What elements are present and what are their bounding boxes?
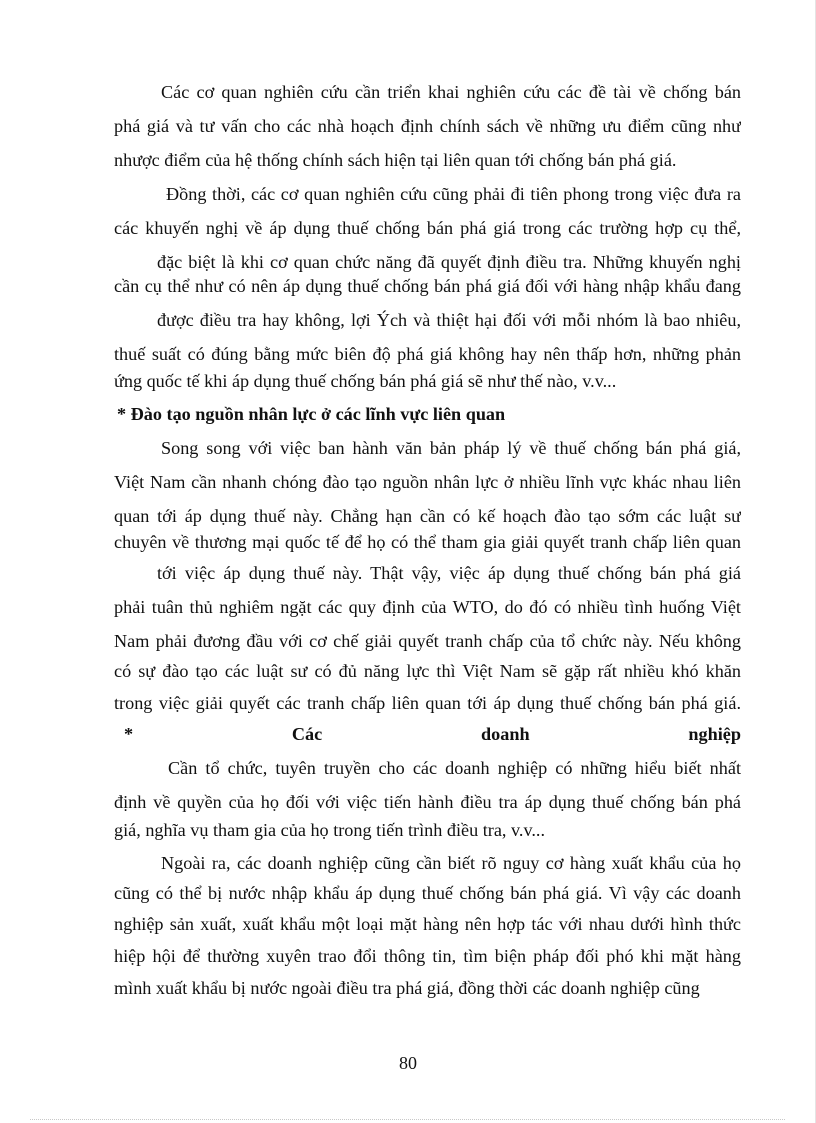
body-text-line: cần cụ thể như có nên áp dụng thuế chống bán phá giá đối với hàng nhập khẩu đang (114, 276, 741, 296)
body-text-line: thuế suất có đúng bằng mức biên độ phá giá không hay nên thấp hơn, những phản (114, 344, 741, 364)
body-text-line: cũng có thể bị nước nhập khẩu áp dụng thuế chống bán phá giá. Vì vậy các doanh (114, 883, 741, 903)
body-text-line: Đồng thời, các cơ quan nghiên cứu cũng phải đi tiên phong trong việc đưa ra (166, 184, 741, 204)
body-text-line: các khuyến nghị về áp dụng thuế chống bán phá giá trong các trường hợp cụ thể, (114, 218, 741, 238)
body-text-line: chuyên về thương mại quốc tế để họ có thể tham gia giải quyết tranh chấp liên quan (114, 532, 741, 552)
body-text-line: trong việc giải quyết các tranh chấp liên quan tới áp dụng thuế chống bán phá giá. (114, 693, 741, 713)
body-text-line: định về quyền của họ đối với việc tiến hành điều tra áp dụng thuế chống bán phá (114, 792, 741, 812)
section-heading: * Các doanh nghiệp (124, 724, 741, 744)
body-text-line: giá, nghĩa vụ tham gia của họ trong tiến trình điều tra, v.v... (114, 820, 546, 840)
body-text-line: phải tuân thủ nghiêm ngặt các quy định của WTO, do đó có nhiều tình huống Việt (114, 597, 741, 617)
body-text-line: mình xuất khẩu bị nước ngoài điều tra phá giá, đồng thời các doanh nghiệp cũng (114, 978, 700, 998)
body-text-line: Cần tổ chức, tuyên truyền cho các doanh nghiệp có những hiểu biết nhất (168, 758, 741, 778)
body-text-line: hiệp hội để thường xuyên trao đổi thông tin, tìm biện pháp đối phó khi mặt hàng (114, 946, 741, 966)
body-text-line: Nam phải đương đầu với cơ chế giải quyết tranh chấp của tổ chức này. Nếu không (114, 631, 741, 651)
body-text-line: được điều tra hay không, lợi Ých và thiệt hại đối với mỗi nhóm là bao nhiêu, (157, 310, 741, 330)
page-number: 80 (399, 1053, 417, 1073)
section-heading: * Đào tạo nguồn nhân lực ở các lĩnh vực liên quan (117, 404, 506, 424)
body-text-line: nhược điểm của hệ thống chính sách hiện tại liên quan tới chống bán phá giá. (114, 150, 677, 170)
page-bottom-border (30, 1119, 785, 1120)
body-text-line: Ngoài ra, các doanh nghiệp cũng cần biết rõ nguy cơ hàng xuất khẩu của họ (161, 853, 741, 873)
body-text-line: quan tới áp dụng thuế này. Chẳng hạn cần có kế hoạch đào tạo sớm các luật sư (114, 506, 741, 526)
body-text-line: ứng quốc tế khi áp dụng thuế chống bán phá giá sẽ như thế nào, v.v... (114, 371, 617, 391)
body-text-line: Việt Nam cần nhanh chóng đào tạo nguồn nhân lực ở nhiều lĩnh vực khác nhau liên (114, 472, 741, 492)
body-text-line: Các cơ quan nghiên cứu cần triển khai nghiên cứu các đề tài về chống bán (161, 82, 741, 102)
body-text-line: Song song với việc ban hành văn bản pháp lý về thuế chống bán phá giá, (161, 438, 741, 458)
body-text-line: đặc biệt là khi cơ quan chức năng đã quyết định điều tra. Những khuyến nghị (157, 252, 741, 272)
body-text-line: nghiệp sản xuất, xuất khẩu một loại mặt hàng nên hợp tác với nhau dưới hình thức (114, 914, 741, 934)
body-text-line: có sự đào tạo các luật sư có đủ năng lực thì Việt Nam sẽ gặp rất nhiều khó khăn (114, 661, 741, 681)
body-text-line: tới việc áp dụng thuế này. Thật vậy, việc áp dụng thuế chống bán phá giá (157, 563, 741, 583)
body-text-line: phá giá và tư vấn cho các nhà hoạch định chính sách về những ưu điểm cũng như (114, 116, 741, 136)
